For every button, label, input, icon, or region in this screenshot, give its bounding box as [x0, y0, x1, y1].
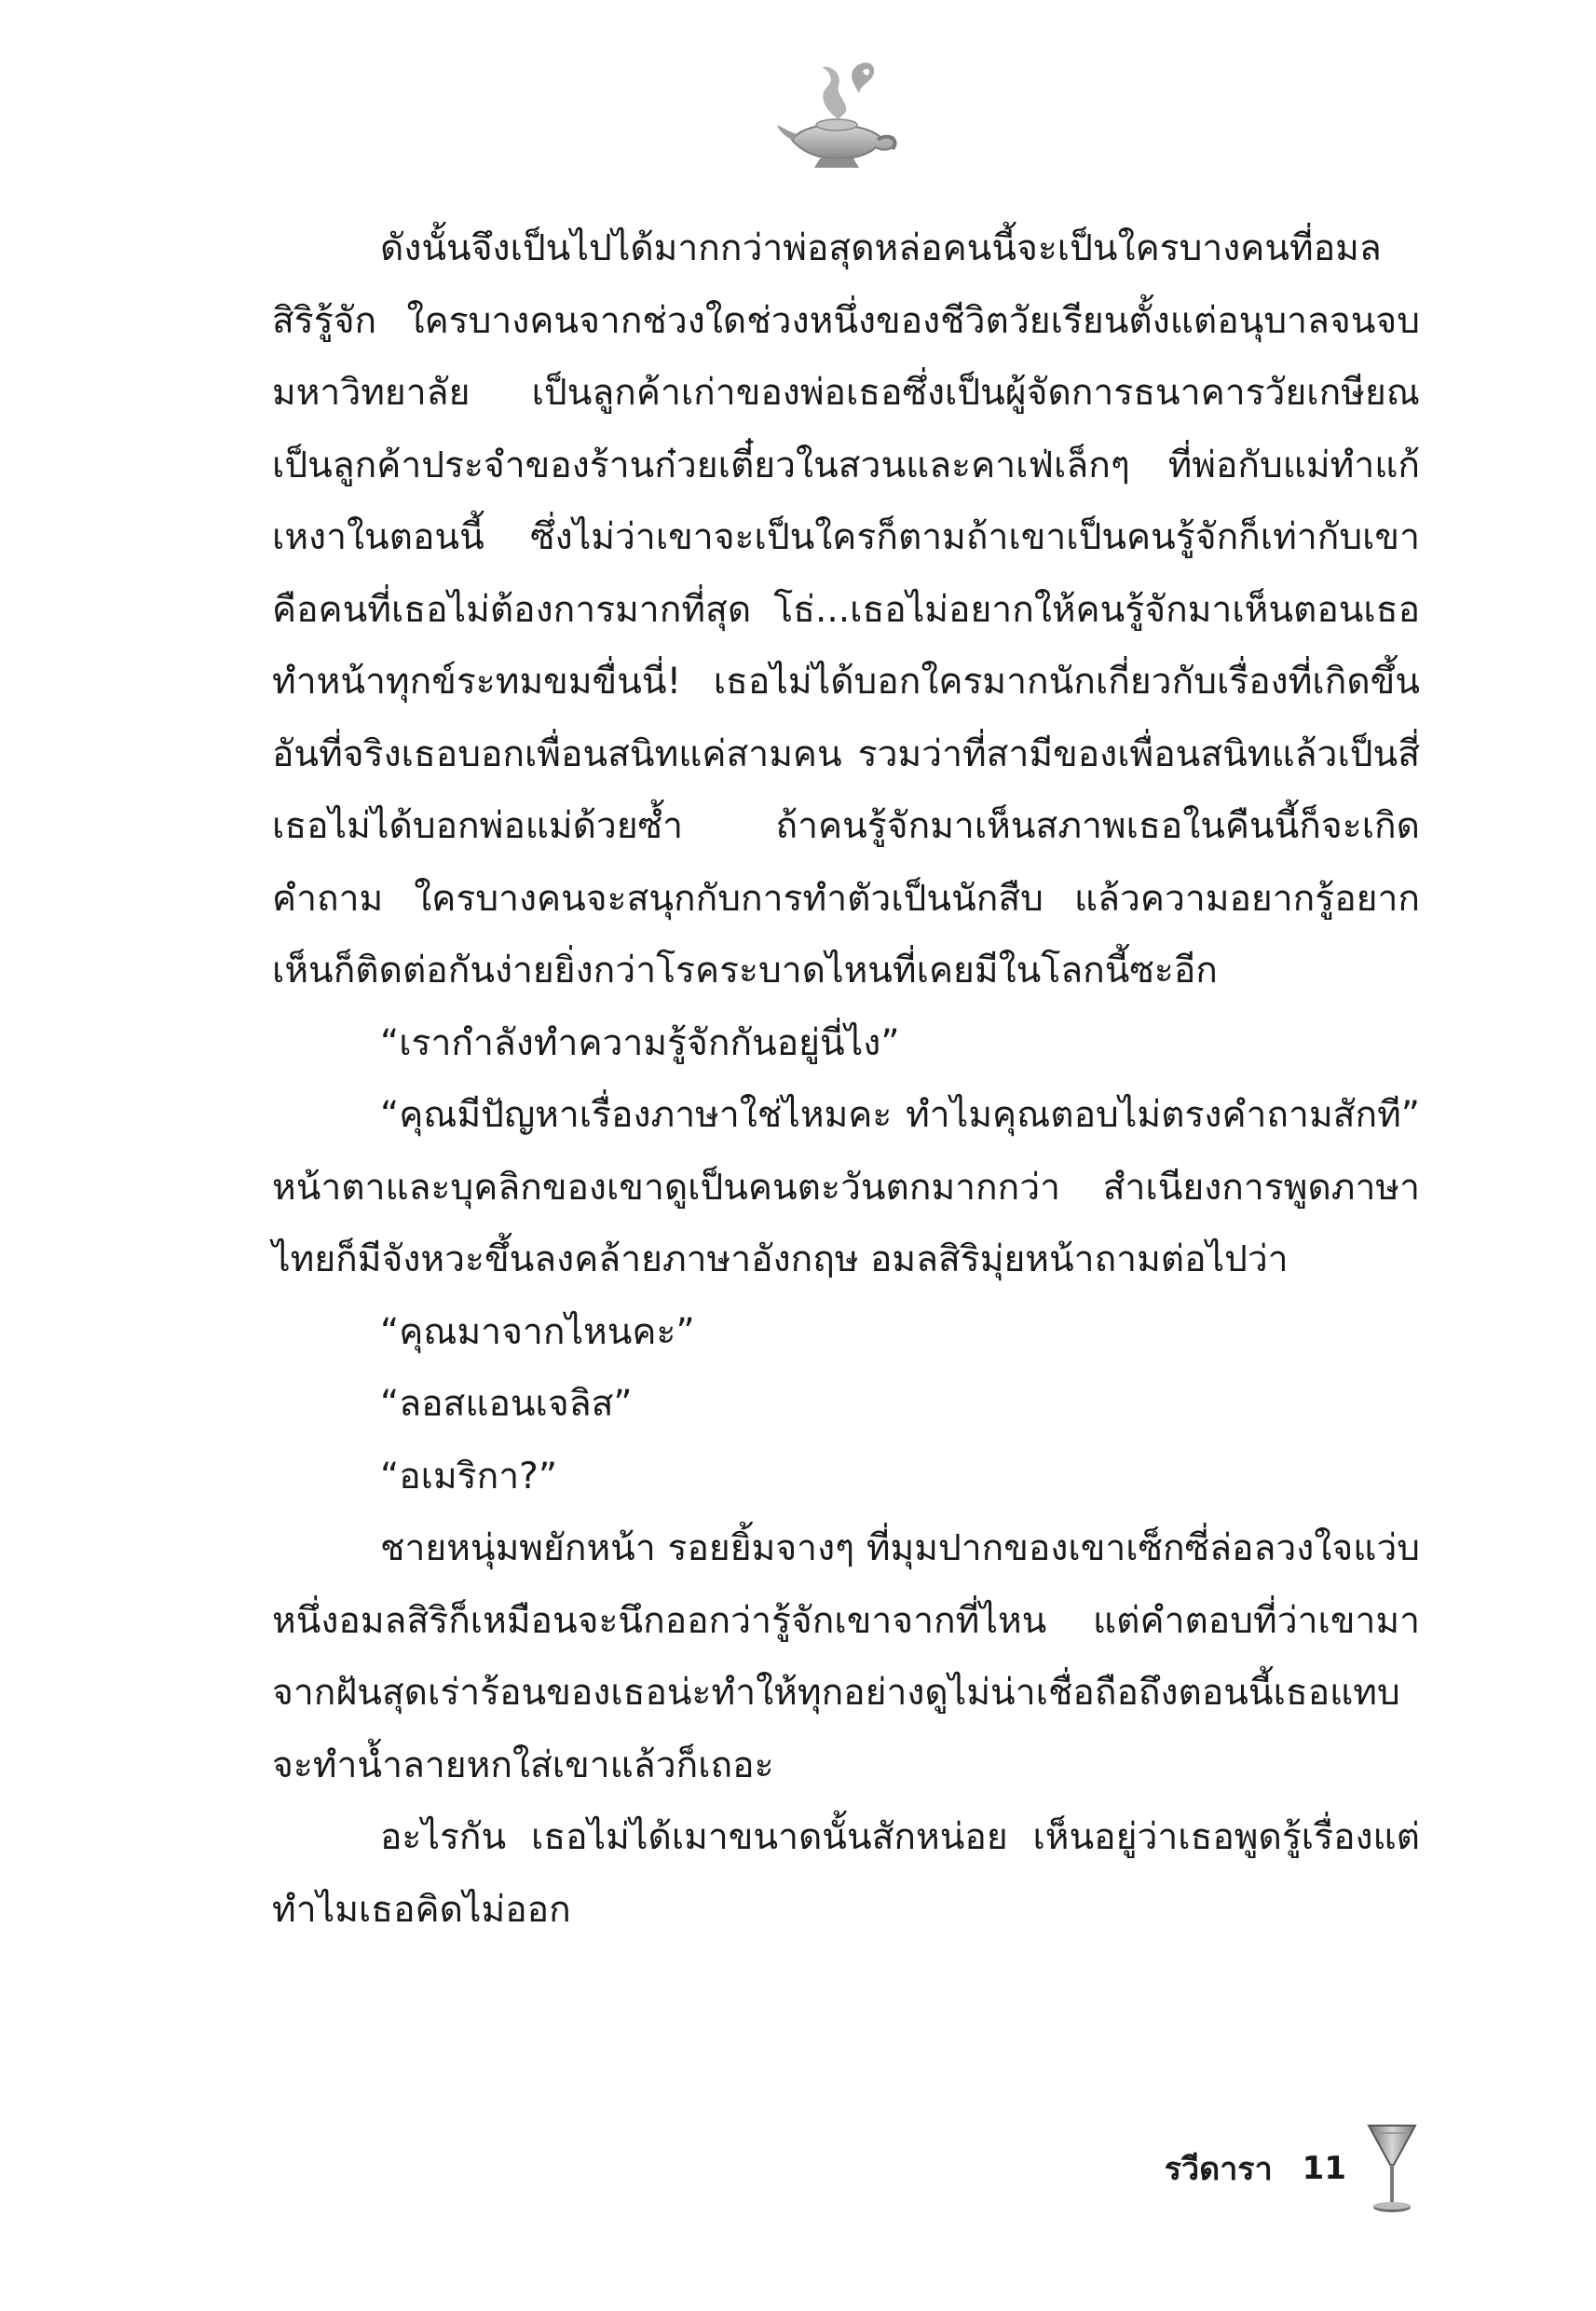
genie-lamp-icon — [773, 54, 904, 175]
paragraph: อะไรกัน เธอไม่ได้เมาขนาดนั้นสักหน่อย เห็นอยู่ว่าเธอพูดรู้เรื่องแต่ทำไมเธอคิดไม่ออก — [272, 1816, 1420, 1931]
paragraph: “เรากำลังทำความรู้จักกันอยู่นี่ไง” — [380, 1021, 900, 1064]
paragraph: “ลอสแอนเจลิส” — [380, 1383, 633, 1425]
chapter-body — [272, 212, 1420, 1946]
cocktail-glass-icon — [1365, 2120, 1419, 2217]
paragraph: ชายหนุ่มพยักหน้า รอยยิ้มจางๆ ที่มุมปากของเขาเซ็กซี่ล่อลวงใจแว่บหนึ่งอมลสิริก็เหมือนจะนึกออกว่ารู้จักเขาจากที่ไหน แต่คำตอบที่ว่าเขามาจากฝันสุดเร่าร้อนของเธอน่ะทำให้ทุกอย่างดูไม่น่าเชื่อถือถึงตอนนี้เธอแทบจะทำน้ำลายหกใส่เขาแล้วก็เถอะ — [272, 1527, 1420, 1786]
footer-book-title: รวีดารา — [1164, 2151, 1273, 2188]
page-footer — [1165, 2117, 1419, 2220]
paragraph: “อเมริกา?” — [380, 1455, 558, 1497]
paragraph: “คุณมาจากไหนคะ” — [380, 1310, 695, 1353]
paragraph: ดังนั้นจึงเป็นไปได้มากกว่าพ่อสุดหล่อคนนี้จะเป็นใครบางคนที่อมลสิริรู้จัก ใครบางคนจากช่วงใดช่วงหนึ่งของชีวิตวัยเรียนตั้งแต่อนุบาลจนจบมหาวิทยาลัย เป็นลูกค้าเก่าของพ่อเธอซึ่งเป็นผู้จัดการธนาคารวัยเกษียณ เป็นลูกค้าประจำของร้านก๋วยเตี๋ยวในสวนและคาเฟ่เล็กๆ ที่พ่อกับแม่ทำแก้เหงาในตอนนี้ ซึ่งไม่ว่าเขาจะเป็นใครก็ตามถ้าเขาเป็นคนรู้จักก็เท่ากับเขาคือคนที่เธอไม่ต้องการมากที่สุด โธ่...เธอไม่อยากให้คนรู้จักมาเห็นตอนเธอทำหน้าทุกข์ระทมขมขื่นนี่! เธอไม่ได้บอกใครมากนักเกี่ยวกับเรื่องที่เกิดขึ้น อันที่จริงเธอบอกเพื่อนสนิทแค่สามคน รวมว่าที่สามีของเพื่อนสนิทแล้วเป็นสี่ เธอไม่ได้บอกพ่อแม่ด้วยซ้ำ ถ้าคนรู้จักมาเห็นสภาพเธอในคืนนี้ก็จะเกิดคำถาม ใครบางคนจะสนุกกับการทำตัวเป็นนักสืบ แล้วความอยากรู้อยากเห็นก็ติดต่อกันง่ายยิ่งกว่าโรคระบาดไหนที่เคยมีในโลกนี้ซะอีก — [272, 227, 1420, 991]
page-number: 11 — [1302, 2150, 1346, 2187]
paragraph: “คุณมีปัญหาเรื่องภาษาใช่ไหมคะ ทำไมคุณตอบไม่ตรงคำถามสักที” หน้าตาและบุคลิกของเขาดูเป็นคนตะวันตกมากกว่า สำเนียงการพูดภาษาไทยก็มีจังหวะขึ้นลงคล้ายภาษาอังกฤษ อมลสิริมุ่ยหน้าถามต่อไปว่า — [272, 1094, 1420, 1280]
